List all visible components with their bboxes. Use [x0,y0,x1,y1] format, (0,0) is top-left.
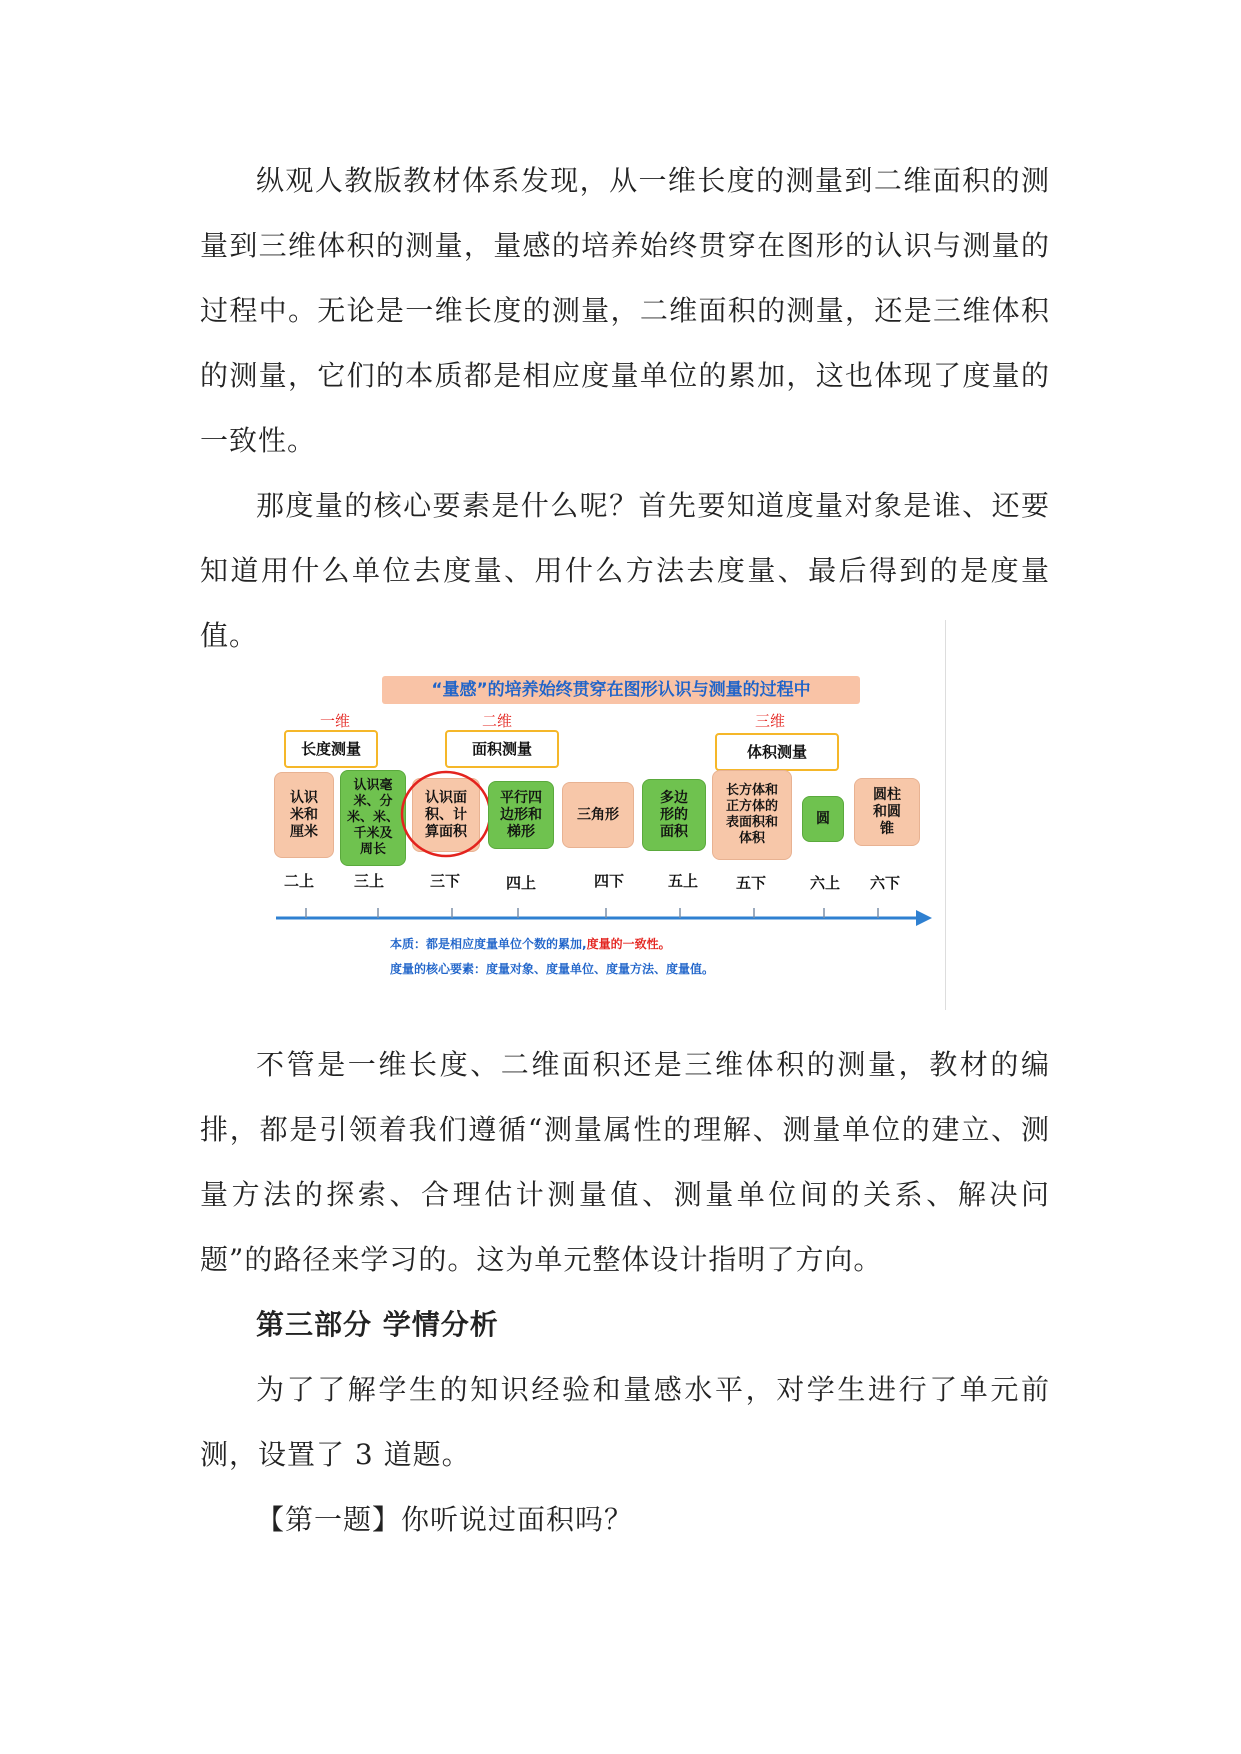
grade-label-6b: 六下 [870,874,901,892]
timeline-axis [276,908,936,938]
card-polygon-area: 多边 形的 面积 [642,779,706,851]
card-meter-centimeter: 认识 米和 厘米 [274,772,334,858]
paragraph-4: 为了了解学生的知识经验和量感水平，对学生进行了单元前测，设置了 3 道题。 [200,1373,1050,1471]
card-triangle: 三角形 [562,782,634,848]
grade-label-4a: 四上 [506,874,537,892]
text-section-1 [200,148,1050,668]
grade-label-6a: 六上 [810,874,841,892]
grade-label-2a: 二上 [284,872,315,890]
dimension-label-3d: 三维 [755,712,786,730]
figure-note-core-elements: 度量的核心要素：度量对象、度量单位、度量方法、度量值。 [390,962,715,976]
paragraph-2: 那度量的核心要素是什么呢？首先要知道度量对象是谁、还要知道用什么单位去度量、用什么方法去度量、最后得到的是度量值。 [200,489,1050,652]
category-area: 面积测量 [445,730,559,768]
grade-label-5b: 五下 [736,874,767,892]
card-parallelogram-trapezoid: 平行四 边形和 梯形 [488,781,554,849]
card-mm-dm-km-perimeter: 认识毫 米、分 米、米、 千米及 周长 [340,770,406,866]
figure-title: “量感”的培养始终贯穿在图形认识与测量的过程中 [382,676,860,704]
card-circle: 圆 [802,796,844,842]
question-1: 【第一题】你听说过面积吗？ [256,1503,634,1536]
card-cuboid-cube: 长方体和 正方体的 表面积和 体积 [712,770,792,860]
card-cylinder-cone: 圆柱 和圆 锥 [854,778,920,846]
paragraph-1: 纵观人教版教材体系发现，从一维长度的测量到二维面积的测量到三维体积的测量，量感的培养始终贯穿在图形的认识与测量的过程中。无论是一维长度的测量，二维面积的测量，还是三维体积的测量，它们的本质都是相应度量单位的累加，这也体现了度量的一致性。 [200,164,1050,457]
card-area-intro: 认识面 积、计 算面积 [412,778,480,852]
text-section-2 [200,1032,1050,1552]
grade-label-5a: 五上 [668,872,699,890]
paragraph-3: 不管是一维长度、二维面积还是三维体积的测量，教材的编排，都是引领着我们遵循“测量属性的理解、测量单位的建立、测量方法的探索、合理估计测量值、测量单位间的关系、解决问题”的路径来学习的。这为单元整体设计指明了方向。 [200,1048,1050,1276]
grade-label-3b: 三下 [430,872,461,890]
figure-divider [945,620,946,1010]
figure-note-essence [390,935,671,952]
category-length: 长度测量 [284,730,378,768]
section-heading: 第三部分 学情分析 [256,1308,499,1341]
dimension-label-1d: 一维 [320,712,351,730]
measurement-figure [270,670,940,976]
grade-label-4b: 四下 [594,872,625,890]
grade-label-3a: 三上 [354,872,385,890]
note-consistency-text: 度量的一致性。 [586,937,671,951]
dimension-label-2d: 二维 [482,712,513,730]
highlight-circle [398,768,494,860]
category-volume: 体积测量 [715,733,839,771]
note-essence-text: 本质：都是相应度量单位个数的累加, [390,937,587,951]
